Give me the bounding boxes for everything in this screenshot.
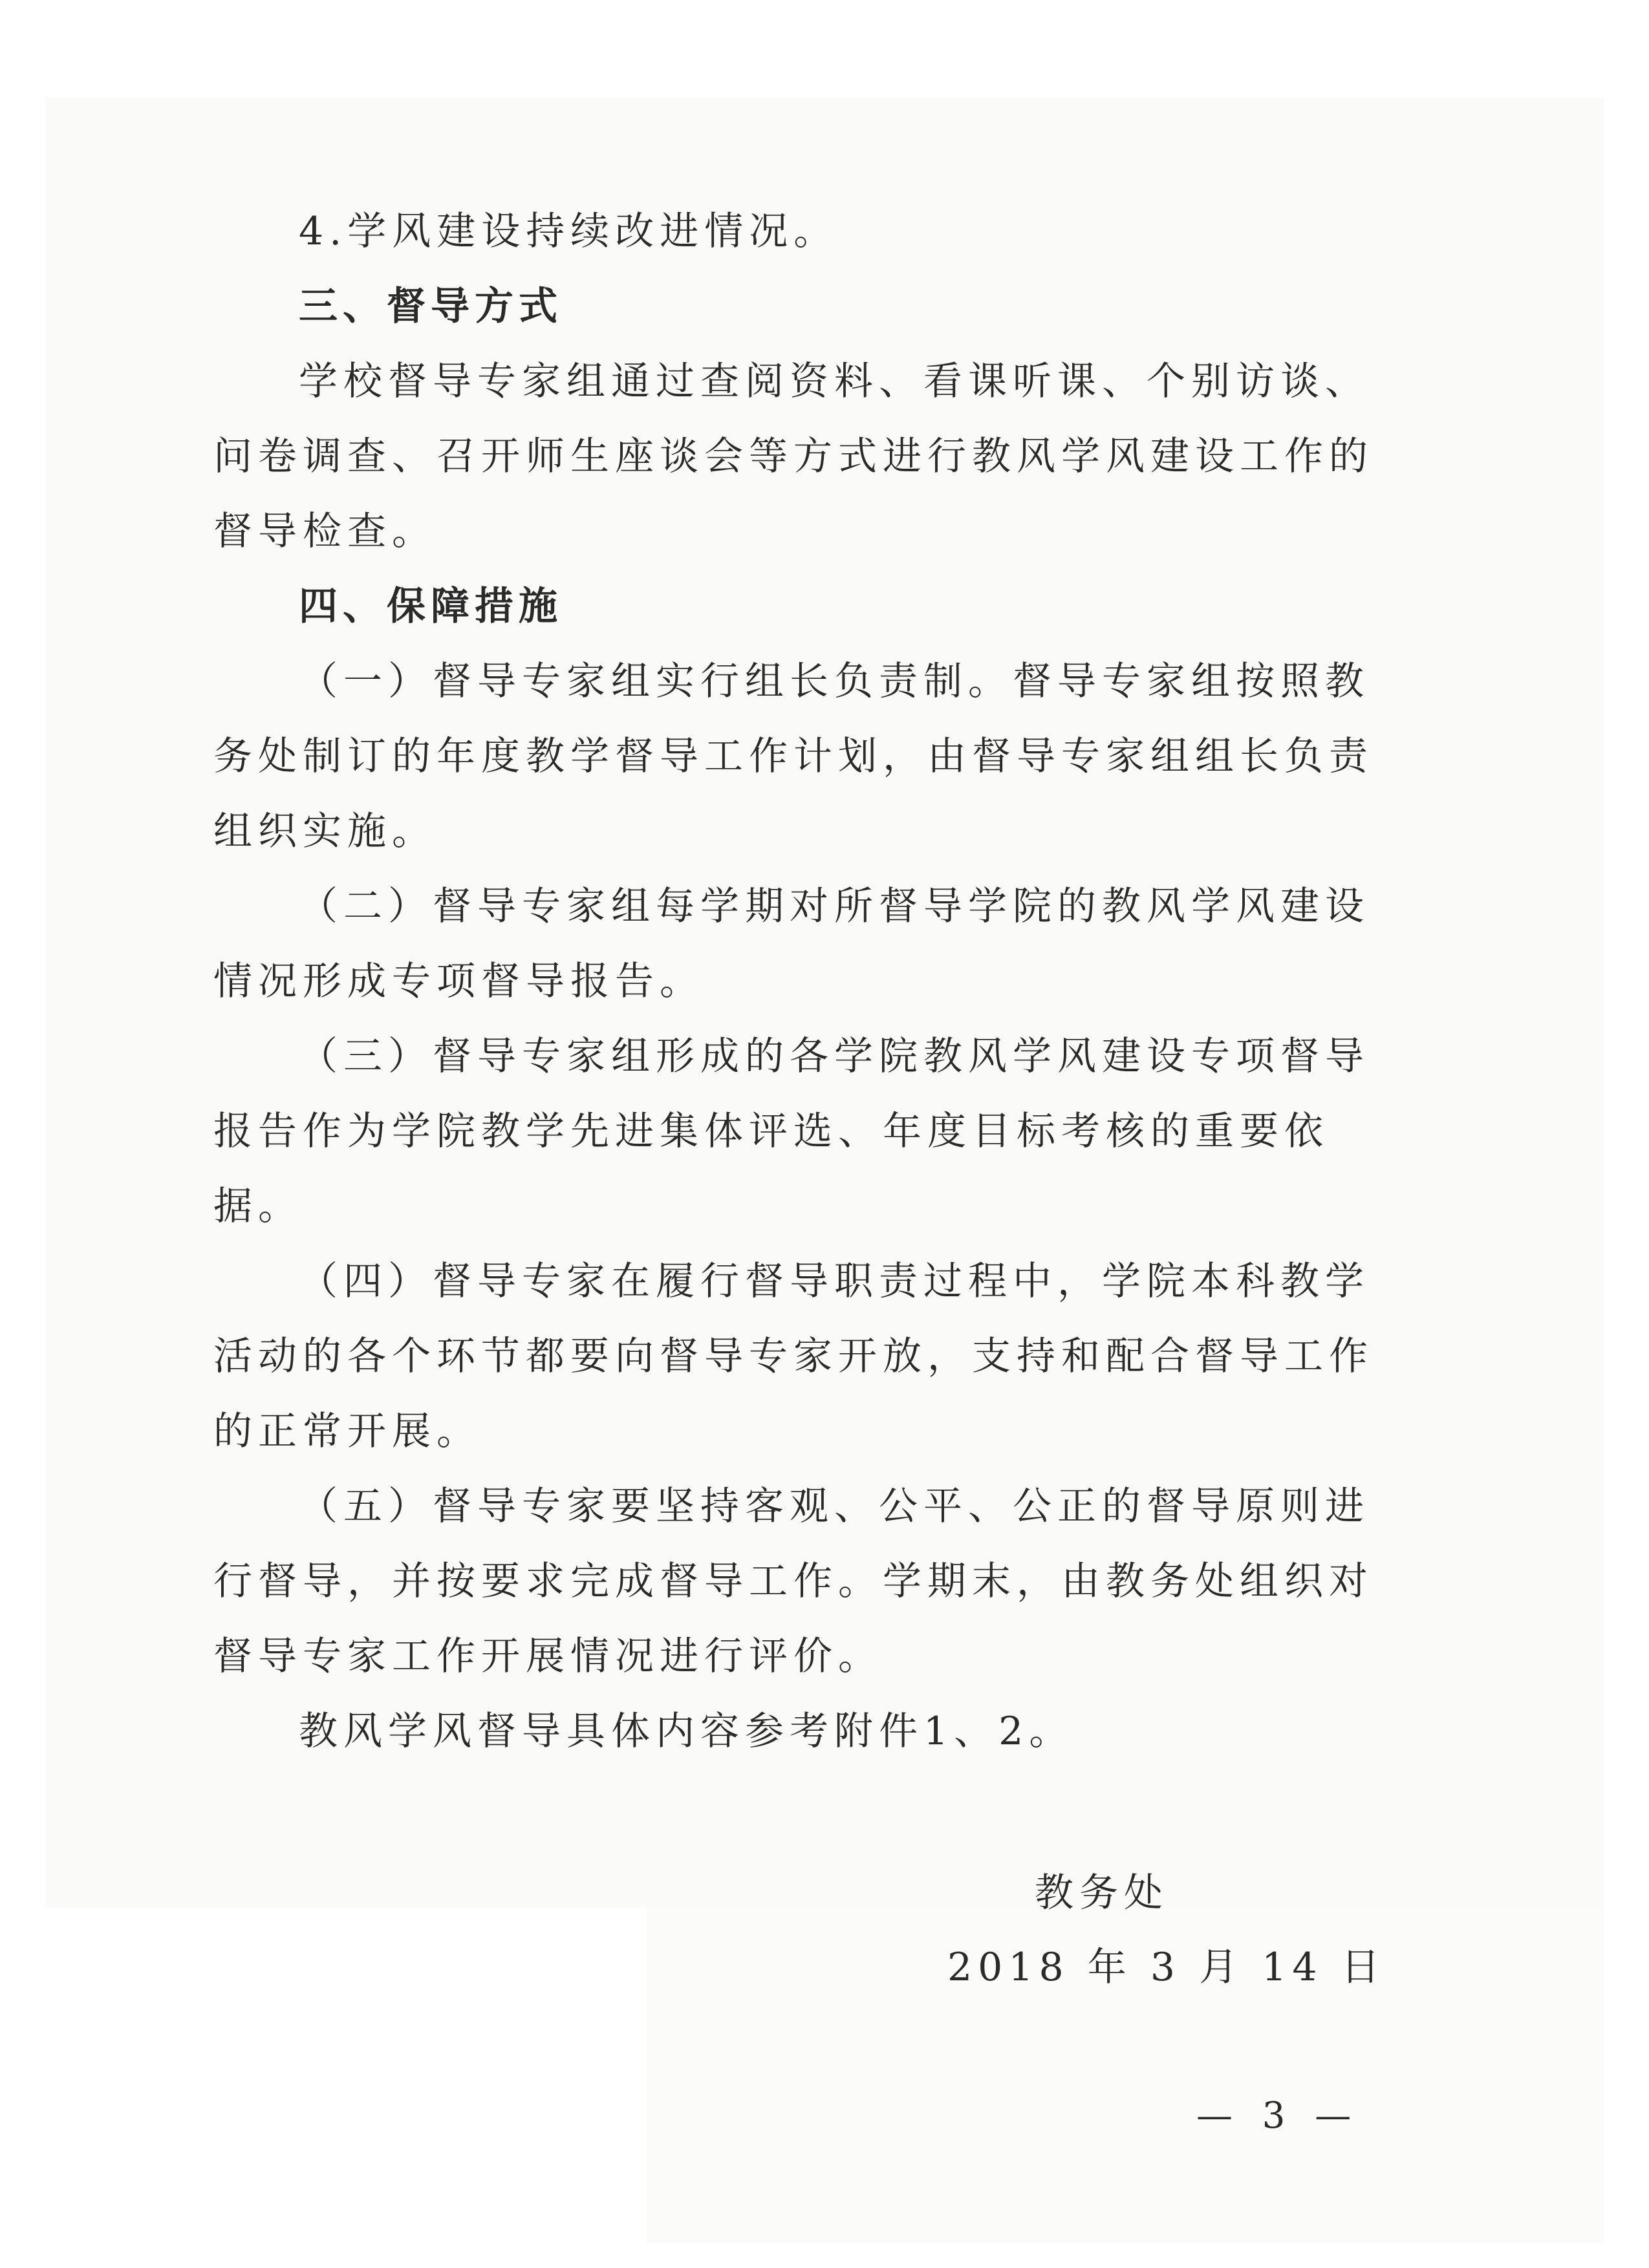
paragraph-line: （二）督导专家组每学期对所督导学院的教风学风建设 <box>299 884 1370 929</box>
paragraph-line: 督导专家工作开展情况进行评价。 <box>213 1634 883 1679</box>
paragraph-line: （一）督导专家组实行组长负责制。督导专家组按照教 <box>299 659 1370 704</box>
paragraph-line: 组织实施。 <box>213 809 436 854</box>
paragraph-line: 学校督导专家组通过查阅资料、看课听课、个别访谈、 <box>299 359 1370 404</box>
paragraph-line: 务处制订的年度教学督导工作计划，由督导专家组组长负责 <box>213 734 1374 779</box>
signature-unit: 教务处 <box>1035 1870 1169 1916</box>
document-body <box>213 194 1374 1769</box>
paragraph-line: （三）督导专家组形成的各学院教风学风建设专项督导 <box>299 1034 1370 1079</box>
paragraph-line: 4.学风建设持续改进情况。 <box>299 209 839 254</box>
page-number: — 3 — <box>1196 2095 1361 2137</box>
paragraph-line: （四）督导专家在履行督导职责过程中，学院本科教学 <box>299 1259 1370 1304</box>
paragraph-line: 教风学风督导具体内容参考附件1、2。 <box>299 1709 1074 1754</box>
section-heading-safeguards: 四、保障措施 <box>299 584 563 629</box>
paragraph-line: 情况形成专项督导报告。 <box>213 959 704 1004</box>
paragraph-line: （五）督导专家要坚持客观、公平、公正的督导原则进 <box>299 1484 1370 1529</box>
section-heading-supervision-method: 三、督导方式 <box>299 284 563 329</box>
paragraph-line: 督导检查。 <box>213 509 436 554</box>
signature-date: 2018 年 3 月 14 日 <box>947 1945 1386 1990</box>
paragraph-line: 活动的各个环节都要向督导专家开放，支持和配合督导工作 <box>213 1334 1374 1379</box>
paragraph-line: 报告作为学院教学先进集体评选、年度目标考核的重要依 <box>213 1109 1329 1154</box>
paragraph-line: 问卷调查、召开师生座谈会等方式进行教风学风建设工作的 <box>213 434 1374 479</box>
paragraph-line: 据。 <box>213 1184 303 1229</box>
paragraph-line: 的正常开展。 <box>213 1409 481 1454</box>
paragraph-line: 行督导，并按要求完成督导工作。学期末，由教务处组织对 <box>213 1559 1374 1604</box>
